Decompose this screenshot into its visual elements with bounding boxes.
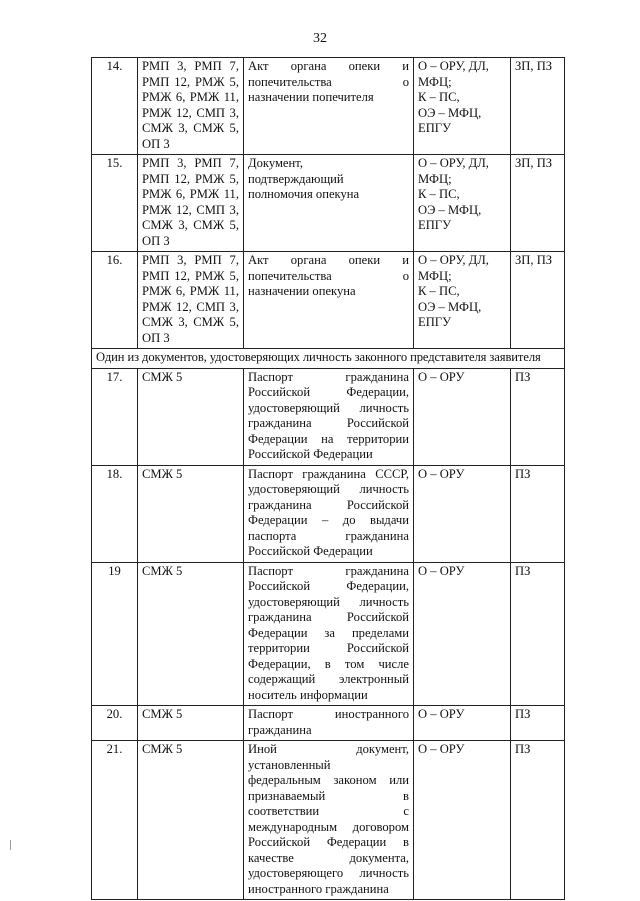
- cell-line: СМЖ 5: [142, 707, 183, 721]
- cell-line: гражданина Российской: [248, 416, 409, 430]
- cell-line: ОЭ – МФЦ,: [418, 299, 482, 314]
- cell-line: назначении попечителя: [248, 90, 374, 104]
- cell-line: иностранного гражданина: [248, 881, 389, 896]
- cell-line: Федерации на территории: [248, 431, 409, 446]
- cell-line: Российской Федерации в: [248, 835, 409, 849]
- submission-methods-cell: [414, 155, 511, 252]
- cell-line: качестве документа,: [248, 850, 409, 865]
- cell-line: ОЭ – МФЦ,: [418, 105, 482, 120]
- cell-line: РМП 12, РМЖ 5,: [142, 74, 239, 89]
- documents-table: [91, 57, 565, 900]
- cell-line: РМП 3, РМП 7,: [142, 59, 239, 73]
- document-type-cell: ЗП, ПЗ: [511, 155, 565, 252]
- submission-methods-cell: [414, 58, 511, 155]
- document-type-cell: ПЗ: [511, 562, 565, 706]
- document-type-cell: ПЗ: [511, 706, 565, 741]
- applicant-codes-cell: [138, 252, 244, 349]
- cell-line: ЕПГУ: [418, 218, 451, 232]
- document-type-cell: ЗП, ПЗ: [511, 58, 565, 155]
- cell-line: удостоверяющий личность: [248, 594, 409, 609]
- cell-line: СМЖ 3, СМЖ 5,: [142, 218, 239, 232]
- submission-methods-cell: [414, 252, 511, 349]
- cell-line: РМП 3, РМП 7,: [142, 156, 239, 170]
- cell-line: РМЖ 6, РМЖ 11,: [142, 284, 239, 298]
- table-row: [92, 368, 565, 465]
- cell-line: Акт органа опеки и: [248, 253, 409, 267]
- cell-line: попечительства о: [248, 74, 409, 89]
- table-row: [92, 706, 565, 741]
- cell-line: Российской Федерации,: [248, 385, 409, 399]
- cell-line: подтверждающий: [248, 171, 344, 186]
- document-name-cell: [244, 465, 414, 562]
- cell-line: О – ОРУ, ДЛ,: [418, 253, 489, 267]
- cell-line: СМЖ 5: [142, 563, 183, 578]
- cell-line: ОП 3: [142, 233, 170, 248]
- cell-line: СМЖ 3, СМЖ 5,: [142, 121, 239, 135]
- applicant-codes-cell: [138, 155, 244, 252]
- cell-line: СМЖ 3, СМЖ 5,: [142, 315, 239, 329]
- submission-methods-cell: [414, 562, 511, 706]
- cell-line: Российской Федерации: [248, 544, 373, 558]
- document-name-cell: [244, 155, 414, 252]
- cell-line: О – ОРУ, ДЛ,: [418, 156, 489, 170]
- submission-methods-cell: [414, 368, 511, 465]
- table-row: [92, 562, 565, 706]
- cell-line: носитель информации: [248, 687, 368, 702]
- cell-line: признаваемый в: [248, 788, 409, 803]
- cell-line: установленный: [248, 757, 331, 772]
- document-type-cell: ЗП, ПЗ: [511, 252, 565, 349]
- section-heading: Один из документов, удостоверяющих личность законного представителя заявителя: [92, 349, 565, 369]
- row-number: 15.: [92, 155, 138, 252]
- cell-line: РМЖ 6, РМЖ 11,: [142, 90, 239, 104]
- table-body-top: [92, 58, 565, 349]
- applicant-codes-cell: [138, 465, 244, 562]
- cell-line: Федерации – до выдачи: [248, 513, 409, 527]
- cell-line: СМЖ 5: [142, 466, 183, 481]
- cell-line: ОП 3: [142, 330, 170, 345]
- row-number: 14.: [92, 58, 138, 155]
- section-row: [92, 349, 565, 369]
- cell-line: удостоверяющий личность: [248, 482, 409, 496]
- cell-line: Российской Федерации,: [248, 579, 409, 593]
- table-section: [92, 349, 565, 369]
- cell-line: МФЦ;: [418, 74, 452, 89]
- table-row: [92, 741, 565, 900]
- submission-methods-cell: [414, 706, 511, 741]
- row-number: 17.: [92, 368, 138, 465]
- cell-line: соответствии с: [248, 804, 409, 818]
- cell-line: О – ОРУ, ДЛ,: [418, 59, 489, 73]
- table-row: [92, 465, 565, 562]
- cell-line: Федерации за пределами: [248, 625, 409, 640]
- cell-line: СМЖ 5: [142, 742, 183, 756]
- submission-methods-cell: [414, 741, 511, 900]
- cell-line: К – ПС,: [418, 284, 460, 298]
- document-name-cell: [244, 368, 414, 465]
- cell-line: К – ПС,: [418, 90, 460, 104]
- document-name-cell: [244, 58, 414, 155]
- cell-line: К – ПС,: [418, 187, 460, 201]
- cell-line: территории Российской: [248, 641, 409, 655]
- cell-line: удостоверяющего личность: [248, 866, 409, 880]
- scan-mark: [10, 840, 11, 850]
- cell-line: гражданина Российской: [248, 497, 409, 512]
- applicant-codes-cell: [138, 58, 244, 155]
- cell-line: гражданина: [248, 722, 312, 737]
- cell-line: РМП 12, РМЖ 5,: [142, 171, 239, 186]
- applicant-codes-cell: [138, 706, 244, 741]
- document-type-cell: ПЗ: [511, 368, 565, 465]
- row-number: 16.: [92, 252, 138, 349]
- cell-line: Российской Федерации: [248, 447, 373, 461]
- cell-line: РМЖ 6, РМЖ 11,: [142, 187, 239, 201]
- cell-line: Паспорт иностранного: [248, 707, 409, 721]
- document-name-cell: [244, 562, 414, 706]
- table-row: [92, 58, 565, 155]
- applicant-codes-cell: [138, 562, 244, 706]
- cell-line: назначении опекуна: [248, 284, 356, 298]
- cell-line: РМП 3, РМП 7,: [142, 253, 239, 267]
- cell-line: ЕПГУ: [418, 315, 451, 329]
- submission-methods-cell: [414, 465, 511, 562]
- cell-line: попечительства о: [248, 268, 409, 283]
- applicant-codes-cell: [138, 741, 244, 900]
- row-number: 19: [92, 562, 138, 706]
- cell-line: Иной документ,: [248, 742, 409, 756]
- cell-line: О – ОРУ: [418, 742, 465, 756]
- document-name-cell: [244, 706, 414, 741]
- cell-line: удостоверяющий личность: [248, 400, 409, 415]
- row-number: 18.: [92, 465, 138, 562]
- cell-line: международным договором: [248, 819, 409, 834]
- row-number: 21.: [92, 741, 138, 900]
- cell-line: РМЖ 12, СМП 3,: [142, 202, 239, 217]
- cell-line: РМЖ 12, СМП 3,: [142, 299, 239, 314]
- cell-line: О – ОРУ: [418, 466, 465, 481]
- cell-line: гражданина Российской: [248, 610, 409, 624]
- document-type-cell: ПЗ: [511, 741, 565, 900]
- document-type-cell: ПЗ: [511, 465, 565, 562]
- page-number: 32: [313, 31, 327, 46]
- cell-line: ОЭ – МФЦ,: [418, 202, 482, 217]
- cell-line: МФЦ;: [418, 268, 452, 283]
- cell-line: Федерации, в том числе: [248, 656, 409, 671]
- applicant-codes-cell: [138, 368, 244, 465]
- cell-line: паспорта гражданина: [248, 528, 409, 543]
- cell-line: Паспорт гражданина: [248, 369, 409, 384]
- cell-line: ЕПГУ: [418, 121, 451, 135]
- cell-line: О – ОРУ: [418, 369, 465, 384]
- cell-line: СМЖ 5: [142, 369, 183, 384]
- cell-line: федеральным законом или: [248, 773, 409, 787]
- cell-line: полномочия опекуна: [248, 187, 360, 201]
- cell-line: ОП 3: [142, 136, 170, 151]
- document-name-cell: [244, 741, 414, 900]
- cell-line: Паспорт гражданина: [248, 563, 409, 578]
- table-row: [92, 252, 565, 349]
- cell-line: О – ОРУ: [418, 563, 465, 578]
- cell-line: Документ,: [248, 156, 303, 170]
- cell-line: МФЦ;: [418, 171, 452, 186]
- cell-line: содержащий электронный: [248, 672, 409, 686]
- cell-line: Паспорт гражданина СССР,: [248, 466, 409, 481]
- table-body-bottom: [92, 368, 565, 900]
- table-row: [92, 155, 565, 252]
- row-number: 20.: [92, 706, 138, 741]
- cell-line: О – ОРУ: [418, 707, 465, 721]
- document-name-cell: [244, 252, 414, 349]
- cell-line: РМП 12, РМЖ 5,: [142, 268, 239, 283]
- cell-line: РМЖ 12, СМП 3,: [142, 105, 239, 120]
- cell-line: Акт органа опеки и: [248, 59, 409, 73]
